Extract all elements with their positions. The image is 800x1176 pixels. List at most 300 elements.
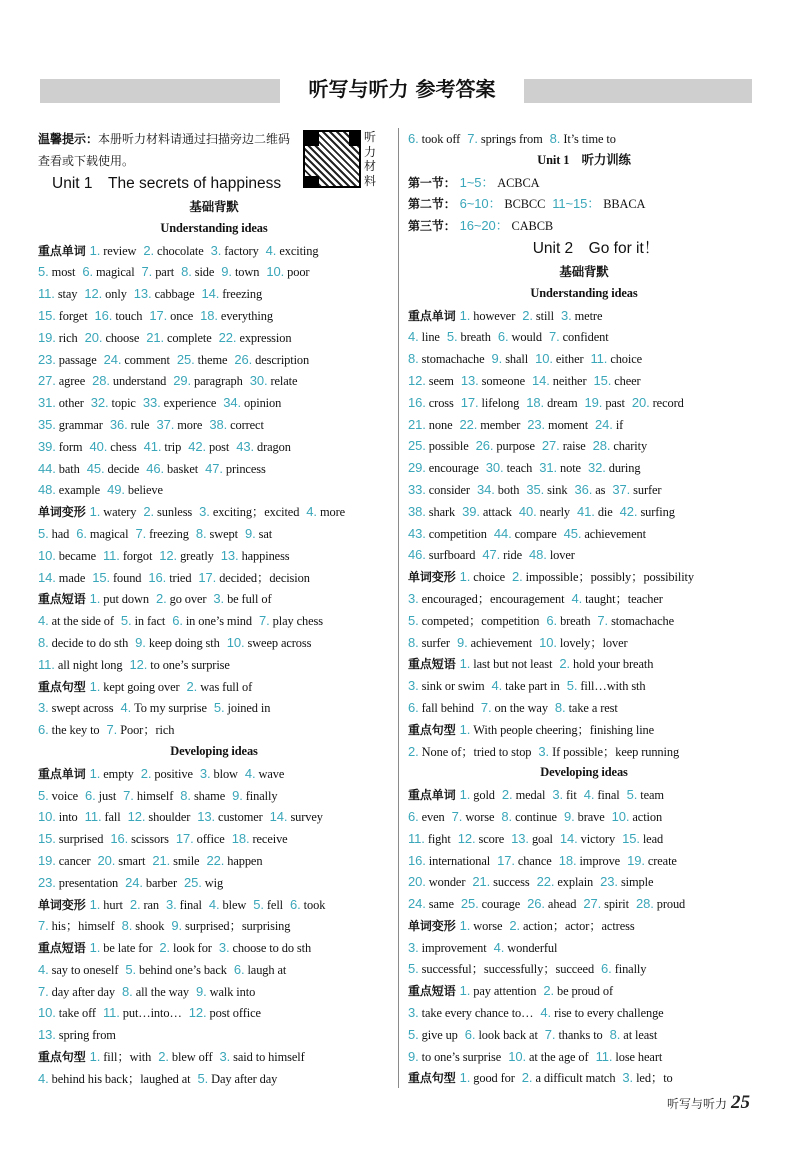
answer-item (180, 789, 225, 803)
answer-text: trip (164, 439, 182, 454)
answer-item (472, 875, 529, 889)
right-lines (408, 128, 760, 1089)
answer-number: 3. (219, 1049, 231, 1065)
answer-text: hold your breath (573, 657, 654, 672)
answer-item (189, 1006, 261, 1020)
answer-text: shame (193, 788, 226, 803)
answer-text: dream (547, 395, 578, 410)
answer-item (408, 636, 450, 650)
answer-text: most (51, 265, 76, 280)
answer-text: charity (613, 439, 648, 454)
answer-text: in fact (134, 614, 166, 629)
answer-item (538, 745, 679, 759)
answer-number: 35. (526, 481, 545, 497)
answer-text: freezing (222, 287, 263, 302)
answer-item (84, 287, 126, 301)
answer-line (38, 436, 390, 458)
answer-item (502, 788, 545, 802)
answer-number: 17. (175, 831, 194, 847)
answer-number: 1. (89, 1049, 101, 1065)
category-label: 重点单词 (38, 243, 86, 258)
answer-text: once (170, 308, 194, 323)
answer-number: 15. (622, 830, 640, 846)
answer-number: 4. (571, 590, 583, 606)
answer-number: 2. (543, 983, 554, 999)
answer-line (408, 632, 760, 654)
answer-number: 3. (408, 939, 419, 955)
answer-item (539, 636, 627, 650)
answer-text: scissors (131, 832, 169, 847)
answer-number: 17. (198, 569, 217, 585)
unit-subtitle: Unit 1 听力训练 (537, 152, 631, 167)
answer-item (159, 549, 213, 563)
answer-text: sweep across (247, 635, 312, 650)
column-divider (398, 128, 399, 1088)
answer-text: nearly (539, 504, 571, 519)
answer-item (89, 440, 136, 454)
answer-number: 22. (206, 852, 225, 868)
answer-line (408, 523, 760, 545)
answer-number: 8. (180, 787, 191, 803)
answer-number: 4. (38, 961, 49, 977)
answer-item (184, 876, 223, 890)
answer-item (90, 244, 137, 258)
answer-item (509, 919, 634, 933)
answer-item (146, 462, 198, 476)
answer-item (542, 439, 586, 453)
answer-number: 3. (560, 307, 572, 323)
answer-number: 16. (408, 394, 426, 410)
answer-text: magical (89, 526, 129, 541)
answer-number: 5. (213, 700, 225, 716)
answer-number: 33. (142, 395, 161, 411)
answer-text: would (511, 330, 542, 345)
answer-number: 6. (408, 131, 419, 146)
answer-text: note (560, 461, 581, 476)
answer-text: surprised；surprising (185, 919, 291, 934)
answer-text: passage (58, 352, 97, 367)
answer-text: keep doing sth (148, 635, 220, 650)
answer-text: look for (173, 941, 212, 956)
answer-item (612, 810, 662, 824)
qr-code-icon[interactable] (303, 130, 361, 188)
answer-item (408, 1006, 533, 1020)
answer-number: 12. (188, 1005, 207, 1021)
answer-text: touch (115, 308, 143, 323)
answer-line (408, 828, 760, 850)
answer-text: goal (531, 831, 553, 846)
answer-number: 2. (501, 787, 513, 803)
answer-number: 2. (155, 591, 167, 607)
answer-line (38, 719, 390, 741)
answer-number: 2. (521, 1070, 533, 1086)
answer-text: encouraged；encouragement (421, 591, 565, 606)
answer-number: 10. (266, 264, 285, 280)
answer-text: take off (58, 1006, 96, 1021)
answer-text: presentation (58, 875, 119, 890)
answer-item (38, 876, 118, 890)
answer-line (38, 392, 390, 414)
answer-line (408, 435, 760, 457)
answer-number: 1. (89, 896, 101, 912)
answer-line (408, 784, 760, 806)
answer-item (610, 1028, 658, 1042)
answer-item (103, 1006, 182, 1020)
answer-item (532, 374, 586, 388)
answer-number: 4. (306, 504, 317, 520)
answer-text: take part in (505, 679, 560, 694)
answer-item (526, 483, 567, 497)
answer-text: voice (51, 788, 78, 803)
answer-item (601, 962, 646, 976)
answer-number: 11. (38, 656, 55, 672)
answer-item (38, 919, 115, 933)
answer-line (408, 1067, 760, 1089)
answer-text: part (155, 265, 175, 280)
answer-line (408, 871, 760, 893)
answer-number: 8. (122, 983, 133, 999)
answer-item (206, 854, 262, 868)
answer-number: 6. (408, 699, 419, 715)
answer-item (408, 941, 487, 955)
answer-text: on the way (494, 700, 548, 715)
answer-text: survey (290, 810, 323, 825)
answer-text: fill；with (103, 1050, 152, 1065)
answer-text: sunless (157, 505, 193, 520)
answer-item (214, 701, 270, 715)
answer-number: 4. (244, 765, 256, 781)
answer-item (172, 614, 252, 628)
answer-number: 2. (140, 765, 152, 781)
answer-text: surprised (58, 832, 104, 847)
answer-number: 12. (129, 656, 148, 672)
answer-text: just (98, 788, 117, 803)
answer-text: description (255, 352, 310, 367)
answer-number: 4. (120, 700, 132, 716)
answer-item (141, 767, 193, 781)
answer-item (577, 505, 613, 519)
answer-number: 5. (38, 525, 49, 541)
answer-line (408, 1046, 760, 1068)
answer-number: 37. (156, 416, 175, 432)
answer-number: 9. (491, 351, 503, 367)
answer-number: 38. (209, 416, 228, 432)
answer-item (462, 505, 512, 519)
answer-text: surfer (421, 635, 450, 650)
answer-item (408, 897, 454, 911)
answer-item (537, 875, 594, 889)
category-label: 重点句型 (408, 722, 456, 737)
answer-item (408, 592, 564, 606)
answer-number: 11. (590, 351, 608, 367)
answer-number: 7. (480, 699, 492, 715)
answer-text: opinion (244, 396, 282, 411)
answer-item (176, 832, 225, 846)
answer-text: fill…with sth (580, 679, 646, 694)
answer-text: chocolate (157, 243, 204, 258)
section-label: 基础背默 (189, 199, 239, 214)
answer-line (38, 349, 390, 371)
answer-number: 12. (408, 372, 426, 388)
answer-number: 9. (244, 525, 256, 541)
answer-number: 9. (563, 808, 575, 824)
answer-item (543, 984, 613, 998)
answer-item (38, 1072, 190, 1086)
answer-line (408, 414, 760, 436)
answer-number: 48. (38, 482, 56, 498)
answer-item (459, 418, 520, 432)
answer-text: continue (515, 809, 557, 824)
answer-number: 27. (541, 438, 560, 454)
answer-item (159, 941, 211, 955)
answer-text: even (421, 809, 445, 824)
answer-item (460, 570, 505, 584)
answer-item (476, 439, 535, 453)
answer-number: 12. (84, 286, 103, 302)
answer-item (408, 1050, 501, 1064)
answer-text: decide (107, 461, 140, 476)
answer-text: kept going over (103, 679, 180, 694)
answer-item (38, 985, 115, 999)
category-label: 单词变形 (38, 505, 86, 520)
answer-number: 20. (408, 874, 426, 890)
answer-text: at the age of (528, 1049, 589, 1064)
answer-number: 5. (566, 678, 578, 694)
answer-text: ran (143, 897, 160, 912)
answer-item (467, 132, 542, 146)
answer-item (38, 854, 91, 868)
answer-text: exciting (279, 243, 319, 258)
answer-item (90, 592, 149, 606)
answer-item (461, 374, 525, 388)
answer-number: 40. (89, 438, 108, 454)
answer-item (199, 505, 299, 519)
answer-text: finally (614, 962, 647, 977)
answer-item (622, 1071, 672, 1085)
answer-text: success (493, 875, 530, 890)
answer-number: 29. (408, 460, 426, 476)
answer-text: simple (620, 875, 654, 890)
answer-text: proud (656, 897, 686, 912)
answer-line (38, 370, 390, 392)
answer-text: international (428, 853, 491, 868)
answer-number: 43. (408, 525, 426, 541)
answer-number: 9. (135, 634, 146, 650)
answer-text: lifelong (481, 395, 520, 410)
answer-text: fall (104, 810, 121, 825)
answer-item (408, 832, 451, 846)
answer-number: 11. (103, 547, 120, 563)
answer-text: had (51, 526, 70, 541)
answer-item (600, 875, 653, 889)
left-lines (38, 172, 390, 1090)
answer-text: fit (566, 788, 577, 803)
answer-text: choose (105, 330, 140, 345)
answer-item (408, 854, 490, 868)
answer-number: 19. (627, 852, 645, 868)
answer-number: 16. (148, 569, 167, 585)
answer-text: walk into (209, 984, 256, 999)
answer-text: correct (230, 417, 264, 432)
answer-text: shoulder (148, 810, 191, 825)
answer-line (38, 414, 390, 436)
answer-number: 3. (538, 743, 550, 759)
answer-line (408, 457, 760, 479)
answer-line (38, 872, 390, 894)
answer-number: 23. (527, 416, 546, 432)
answer-item (38, 331, 78, 345)
answer-text: forget (58, 308, 88, 323)
answer-text: rise to every challenge (554, 1006, 664, 1021)
answer-item (143, 396, 216, 410)
answer-item (259, 614, 323, 628)
answer-text: example (58, 483, 101, 498)
answer-number: 6. (546, 612, 558, 628)
answer-text: understand (112, 374, 167, 389)
answer-text: during (608, 461, 641, 476)
answer-number: 2. (129, 896, 141, 912)
answer-text: topic (111, 396, 136, 411)
answer-line (408, 215, 760, 237)
answer-number: 1. (459, 1070, 471, 1086)
answer-item (461, 897, 520, 911)
answer-item (156, 592, 206, 606)
answer-item (266, 244, 319, 258)
answer-text: found (113, 570, 142, 585)
answer-item (197, 1072, 277, 1086)
page-number: 25 (731, 1092, 750, 1113)
answer-item (234, 353, 309, 367)
left-column (38, 128, 390, 1090)
answer-text: If possible；keep running (552, 744, 680, 759)
answer-number: 10. (508, 1048, 526, 1064)
answer-item (460, 657, 553, 671)
answer-number: 1. (459, 307, 471, 323)
answer-number: 7. (135, 525, 147, 541)
answer-item (591, 352, 643, 366)
answer-item (636, 897, 685, 911)
answer-number: 4. (208, 896, 220, 912)
answer-line (38, 261, 390, 283)
answer-text: lead (642, 831, 664, 846)
answer-number: 26. (527, 896, 545, 912)
answer-line (408, 980, 760, 1002)
category-label: 重点短语 (38, 941, 86, 956)
answer-number: 11. (84, 809, 102, 825)
answer-number: 10. (535, 351, 553, 367)
answer-item (219, 331, 292, 345)
answer-item (146, 331, 211, 345)
right-column (408, 128, 760, 1089)
answer-number: 4. (583, 787, 595, 803)
answer-text: medal (515, 788, 546, 803)
answer-text: exciting；excited (212, 505, 300, 520)
answer-text: theme (197, 352, 228, 367)
answer-item (38, 658, 123, 672)
answer-text: more (177, 417, 203, 432)
answer-line (38, 806, 390, 828)
answer-item (38, 309, 88, 323)
answer-text: stomachache (611, 613, 674, 628)
answer-number: 3. (38, 700, 49, 716)
answer-item (555, 701, 618, 715)
answer-text: say to oneself (51, 962, 119, 977)
answer-line (38, 697, 390, 719)
answer-number: 3. (552, 787, 563, 803)
answer-text: BBACA (603, 197, 646, 212)
answer-item (92, 374, 166, 388)
answer-text: put down (103, 592, 149, 607)
answer-line (408, 915, 760, 937)
answer-number: 14. (269, 809, 288, 825)
answer-text: smart (118, 853, 146, 868)
answer-item (38, 527, 69, 541)
answer-item (458, 832, 504, 846)
answer-item (38, 789, 78, 803)
answer-number: 22. (459, 416, 478, 432)
answer-item (627, 788, 664, 802)
answer-number: 8. (408, 634, 419, 650)
answer-number: 35. (38, 416, 56, 432)
answer-number: 24. (408, 896, 426, 912)
category-label: 单词变形 (408, 918, 456, 933)
answer-number: 3. (166, 896, 177, 912)
answer-item (196, 527, 238, 541)
answer-item (498, 330, 542, 344)
answer-line (408, 544, 760, 566)
answer-item (266, 265, 309, 279)
answer-number: 7. (544, 1026, 556, 1042)
answer-text: breath (460, 330, 491, 345)
answer-text: joined in (227, 701, 271, 716)
answer-number: 10. (38, 809, 56, 825)
answer-number: 6. (601, 961, 612, 977)
answer-item (38, 549, 96, 563)
answer-text: final (597, 788, 620, 803)
answer-text: rule (130, 417, 150, 432)
answer-number: 18. (558, 852, 577, 868)
answer-item (120, 701, 206, 715)
answer-number: 25. (408, 438, 426, 454)
answer-number: 39. (38, 438, 56, 454)
answer-text: behind one’s back (139, 962, 227, 977)
answer-item (197, 810, 262, 824)
answer-item (221, 265, 259, 279)
answer-item (560, 832, 615, 846)
answer-line (38, 1068, 390, 1090)
answer-item (245, 767, 284, 781)
answer-text: fell (266, 897, 284, 912)
answer-number: 27. (583, 896, 602, 912)
answer-text: happiness (241, 548, 290, 563)
answer-line (38, 567, 390, 589)
answer-text: cross (428, 395, 454, 410)
answer-line (38, 828, 390, 850)
answer-number: 15. (593, 372, 612, 388)
answer-number: 4. (38, 1070, 49, 1086)
answer-item (245, 527, 272, 541)
answer-text: spring from (58, 1028, 116, 1043)
answer-text: action；actor；actress (523, 918, 635, 933)
answer-line (408, 305, 760, 327)
answer-number: 25. (183, 874, 202, 890)
answer-item (270, 810, 323, 824)
answer-number: 9. (221, 264, 232, 280)
answer-item (200, 309, 273, 323)
answer-item (130, 658, 230, 672)
answer-line (408, 588, 760, 610)
answer-item (559, 657, 653, 671)
